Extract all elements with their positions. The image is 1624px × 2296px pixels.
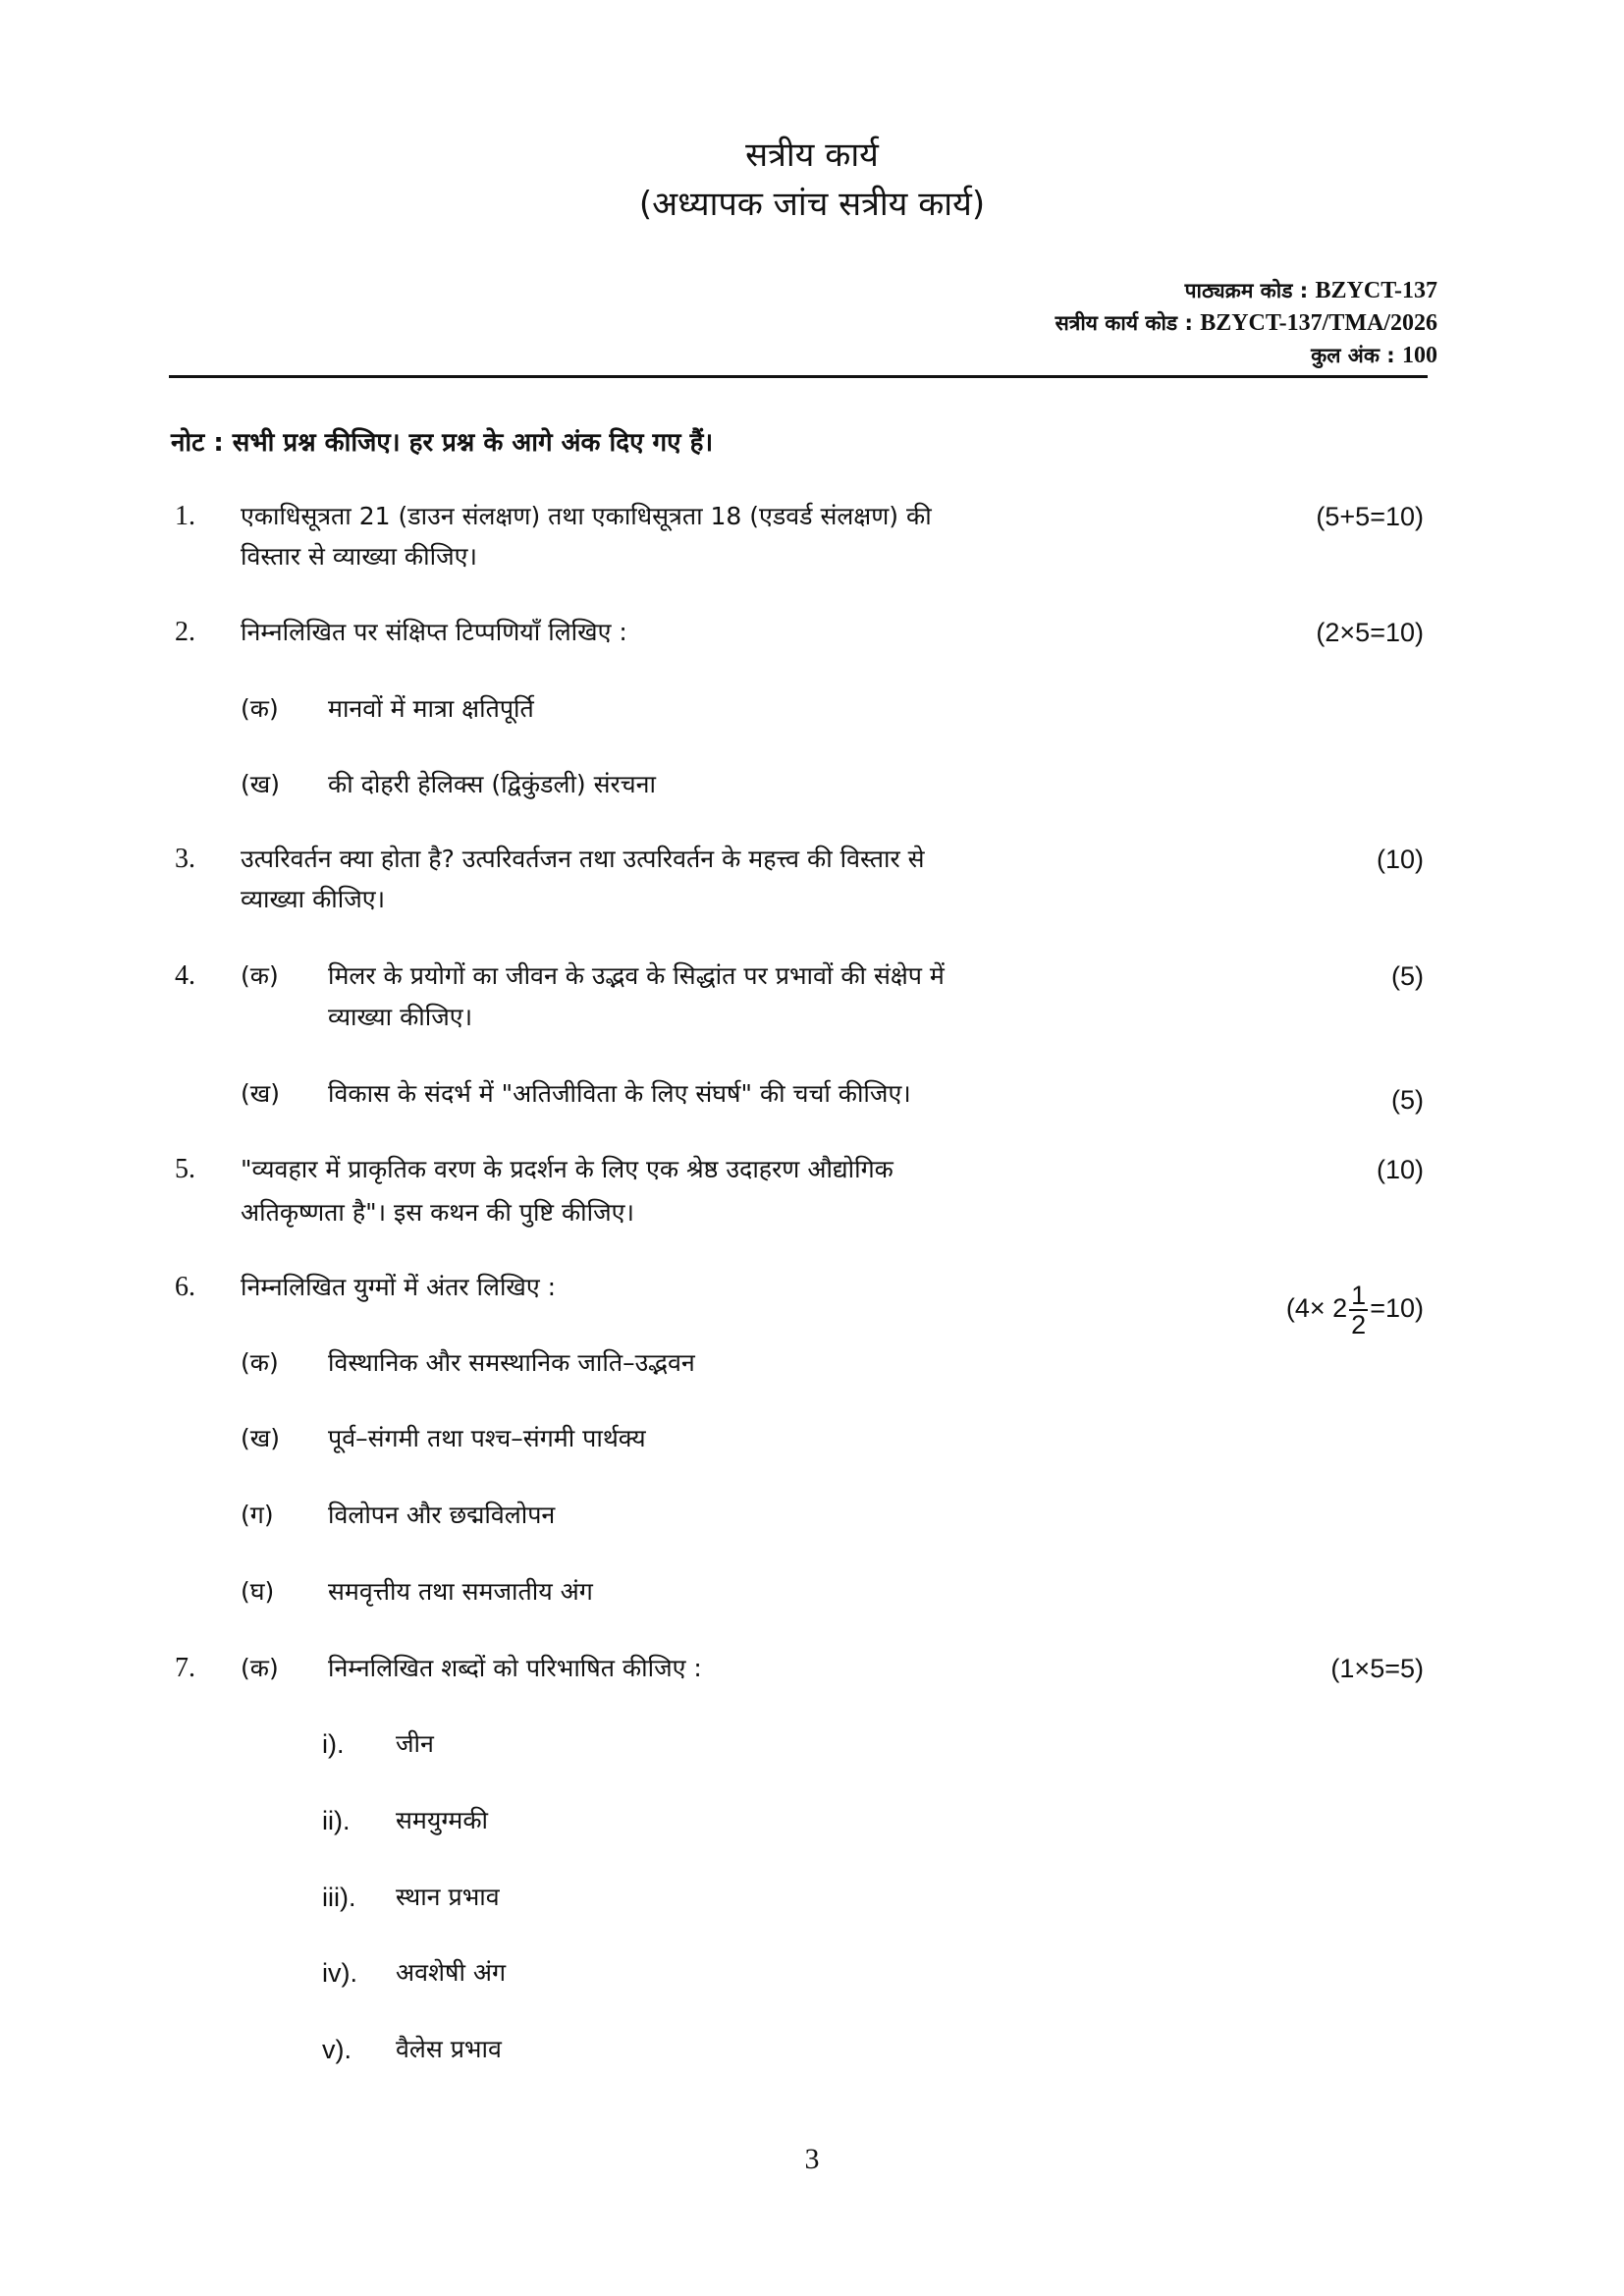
marks-fraction — [1349, 1282, 1368, 1339]
question-number: 5. — [175, 1154, 195, 1184]
question-marks: (10) — [1376, 845, 1424, 874]
fraction-numerator: 1 — [1351, 1281, 1367, 1310]
header-divider — [169, 375, 1428, 378]
part-text: की दोहरी हेलिक्स (द्विकुंडली) संरचना — [328, 770, 656, 798]
question-number: 7. — [175, 1653, 195, 1683]
marks-prefix: (4× 2 — [1285, 1293, 1348, 1324]
marks-suffix: =10) — [1370, 1293, 1424, 1324]
part-text: समवृत्तीय तथा समजातीय अंग — [328, 1577, 593, 1606]
part-text: विस्थानिक और समस्थानिक जाति–उद्भवन — [328, 1348, 695, 1377]
term-text: समयुग्मकी — [396, 1806, 489, 1834]
question-text-line: व्याख्या कीजिए। — [241, 885, 386, 913]
term-label: iii). — [322, 1883, 356, 1912]
question-number: 3. — [175, 844, 195, 874]
assignment-code-line — [1056, 308, 1437, 338]
part-text-line: मिलर के प्रयोगों का जीवन के उद्भव के सिद्धांत पर प्रभावों की संक्षेप में — [328, 961, 945, 990]
fraction-denominator: 2 — [1351, 1310, 1367, 1339]
part-label: (ख) — [241, 1079, 280, 1108]
question-marks: (5+5=10) — [1316, 502, 1424, 531]
part-label: (ख) — [241, 1424, 280, 1452]
course-code: BZYCT-137 — [1315, 278, 1437, 303]
page-title: सत्रीय कार्य — [745, 136, 879, 175]
part-label: (क) — [241, 1654, 279, 1682]
term-text: वैलेस प्रभाव — [396, 2035, 502, 2063]
term-label: i). — [322, 1729, 345, 1759]
part-text: विलोपन और छद्मविलोपन — [328, 1501, 556, 1529]
question-marks — [1286, 1282, 1424, 1339]
term-label: iv). — [322, 1958, 357, 1988]
question-text-line: "व्यवहार में प्राकृतिक वरण के प्रदर्शन के लिए एक श्रेष्ठ उदाहरण औद्योगिक — [241, 1155, 893, 1183]
term-text: अवशेषी अंग — [396, 1958, 507, 1987]
part-label: (क) — [241, 961, 279, 990]
question-marks: (10) — [1376, 1155, 1424, 1184]
course-code-line — [1185, 276, 1437, 305]
assignment-code-label: सत्रीय कार्य कोड : — [1055, 311, 1201, 335]
question-marks: (1×5=5) — [1330, 1654, 1424, 1683]
question-text-line: विस्तार से व्याख्या कीजिए। — [241, 542, 477, 571]
part-label: (ग) — [241, 1501, 274, 1529]
part-label: (क) — [241, 694, 279, 723]
question-text-line: एकाधिसूत्रता 21 (डाउन संलक्षण) तथा एकाधिसूत्रता 18 (एडवर्ड संलक्षण) की — [241, 502, 932, 530]
question-text-line: उत्परिवर्तन क्या होता है? उत्परिवर्तजन तथा उत्परिवर्तन के महत्त्व की विस्तार से — [241, 845, 925, 873]
part-text: पूर्व–संगमी तथा पश्च–संगमी पार्थक्य — [328, 1424, 646, 1452]
part-marks: (5) — [1391, 961, 1424, 991]
assignment-code: BZYCT-137/TMA/2026 — [1200, 310, 1437, 336]
course-code-label: पाठ्यक्रम कोड : — [1184, 279, 1316, 302]
instructions-note: नोट : सभी प्रश्न कीजिए। हर प्रश्न के आगे अंक दिए गए हैं। — [171, 428, 714, 458]
page-number: 3 — [804, 2143, 820, 2175]
total-marks: 100 — [1402, 343, 1437, 368]
term-text: स्थान प्रभाव — [396, 1883, 500, 1911]
part-marks: (5) — [1391, 1085, 1424, 1115]
question-number: 1. — [175, 501, 195, 531]
question-text-line: अतिकृष्णता है"। इस कथन की पुष्टि कीजिए। — [241, 1198, 634, 1227]
part-text-line: विकास के संदर्भ में "अतिजीविता के लिए संघर्ष" की चर्चा कीजिए। — [328, 1079, 911, 1108]
page-subtitle: (अध्यापक जांच सत्रीय कार्य) — [638, 185, 986, 224]
part-label: (क) — [241, 1348, 279, 1377]
part-text: मानवों में मात्रा क्षतिपूर्ति — [328, 694, 534, 723]
question-number: 6. — [175, 1272, 195, 1302]
part-text-line: व्याख्या कीजिए। — [328, 1003, 473, 1031]
part-label: (घ) — [241, 1577, 275, 1606]
term-label: v). — [322, 2035, 352, 2064]
total-marks-line — [1311, 341, 1437, 370]
question-number: 4. — [175, 960, 195, 991]
term-text: जीन — [396, 1729, 434, 1758]
part-text: निम्नलिखित शब्दों को परिभाषित कीजिए : — [328, 1654, 702, 1682]
question-text-line: निम्नलिखित पर संक्षिप्त टिप्पणियाँ लिखिए : — [241, 618, 627, 646]
question-number: 2. — [175, 617, 195, 647]
part-label: (ख) — [241, 770, 280, 798]
question-marks: (2×5=10) — [1316, 618, 1424, 647]
question-text-line: निम्नलिखित युग्मों में अंतर लिखिए : — [241, 1273, 557, 1301]
total-marks-label: कुल अंक : — [1311, 344, 1402, 367]
term-label: ii). — [322, 1806, 351, 1835]
